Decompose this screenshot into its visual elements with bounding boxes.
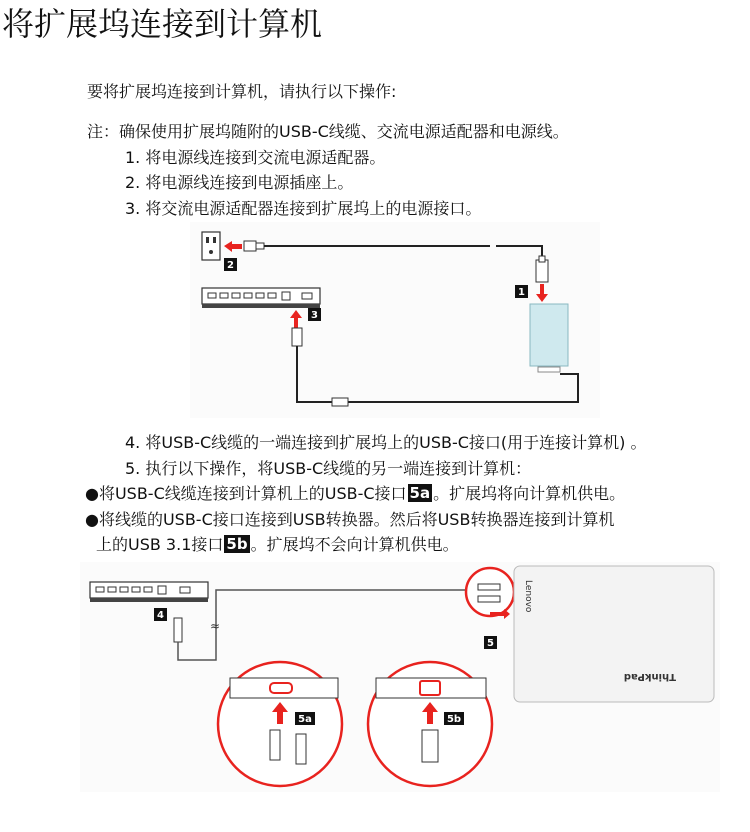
docking-station-icon bbox=[202, 288, 320, 308]
callout-4: 4 bbox=[157, 610, 164, 621]
break-mark: ≈ bbox=[210, 619, 221, 633]
power-plug-icon bbox=[244, 241, 264, 251]
callout-3: 3 bbox=[311, 310, 318, 321]
red-arrow-icon bbox=[224, 241, 242, 252]
step-5: 5. 执行以下操作，将USB-C线缆的另一端连接到计算机： bbox=[125, 459, 532, 478]
wall-outlet-icon bbox=[202, 232, 220, 260]
badge-5b: 5b bbox=[226, 535, 248, 553]
bullet-b-tail: 。扩展坞不会向计算机供电。 bbox=[250, 535, 459, 554]
note-text: 注：确保使用扩展坞随附的USB-C线缆、交流电源适配器和电源线。 bbox=[87, 122, 569, 141]
callout-5: 5 bbox=[487, 638, 494, 649]
power-diagram bbox=[190, 222, 600, 418]
bullet-usbc-direct bbox=[85, 482, 625, 506]
figure-usbc-connection bbox=[80, 562, 720, 792]
bullet-usb-converter-line2 bbox=[96, 533, 459, 557]
laptop-icon bbox=[514, 566, 714, 702]
callout-5a: 5a bbox=[298, 714, 312, 725]
intro-text: 要将扩展坞连接到计算机，请执行以下操作: bbox=[87, 82, 397, 101]
bullet-b-text: 上的USB 3.1接口 bbox=[96, 535, 224, 554]
step-4: 4. 将USB-C线缆的一端连接到扩展坞上的USB-C接口(用于连接计算机) 。 bbox=[125, 433, 647, 452]
red-arrow-icon bbox=[536, 284, 548, 302]
callout-2: 2 bbox=[227, 260, 234, 271]
step-3: 3. 将交流电源适配器连接到扩展坞上的电源接口。 bbox=[125, 199, 482, 218]
step-1: 1. 将电源线连接到交流电源适配器。 bbox=[125, 148, 386, 167]
bullet-a-text: ●将USB-C线缆连接到计算机上的USB-C接口 bbox=[85, 484, 407, 503]
page-title: 将扩展坞连接到计算机 bbox=[2, 5, 323, 43]
bullet-usb-converter: ●将线缆的USB-C接口连接到USB转换器。然后将USB转换器连接到计算机 bbox=[85, 510, 615, 529]
badge-5a: 5a bbox=[409, 484, 431, 502]
bullet-a-tail: 。扩展坞将向计算机供电。 bbox=[433, 484, 626, 503]
figure-power-connection bbox=[190, 222, 600, 418]
callout-1: 1 bbox=[518, 287, 525, 298]
callout-5b: 5b bbox=[446, 714, 462, 725]
laptop-brand: Lenovo bbox=[523, 580, 533, 613]
docking-station-icon bbox=[90, 582, 208, 602]
ac-adapter-icon bbox=[530, 304, 568, 372]
red-arrow-icon bbox=[290, 310, 302, 328]
step-2: 2. 将电源线连接到电源插座上。 bbox=[125, 173, 354, 192]
usbc-diagram bbox=[80, 562, 720, 792]
laptop-logo: ThinkPad bbox=[623, 671, 676, 682]
zoom-circle-cable bbox=[466, 568, 514, 616]
